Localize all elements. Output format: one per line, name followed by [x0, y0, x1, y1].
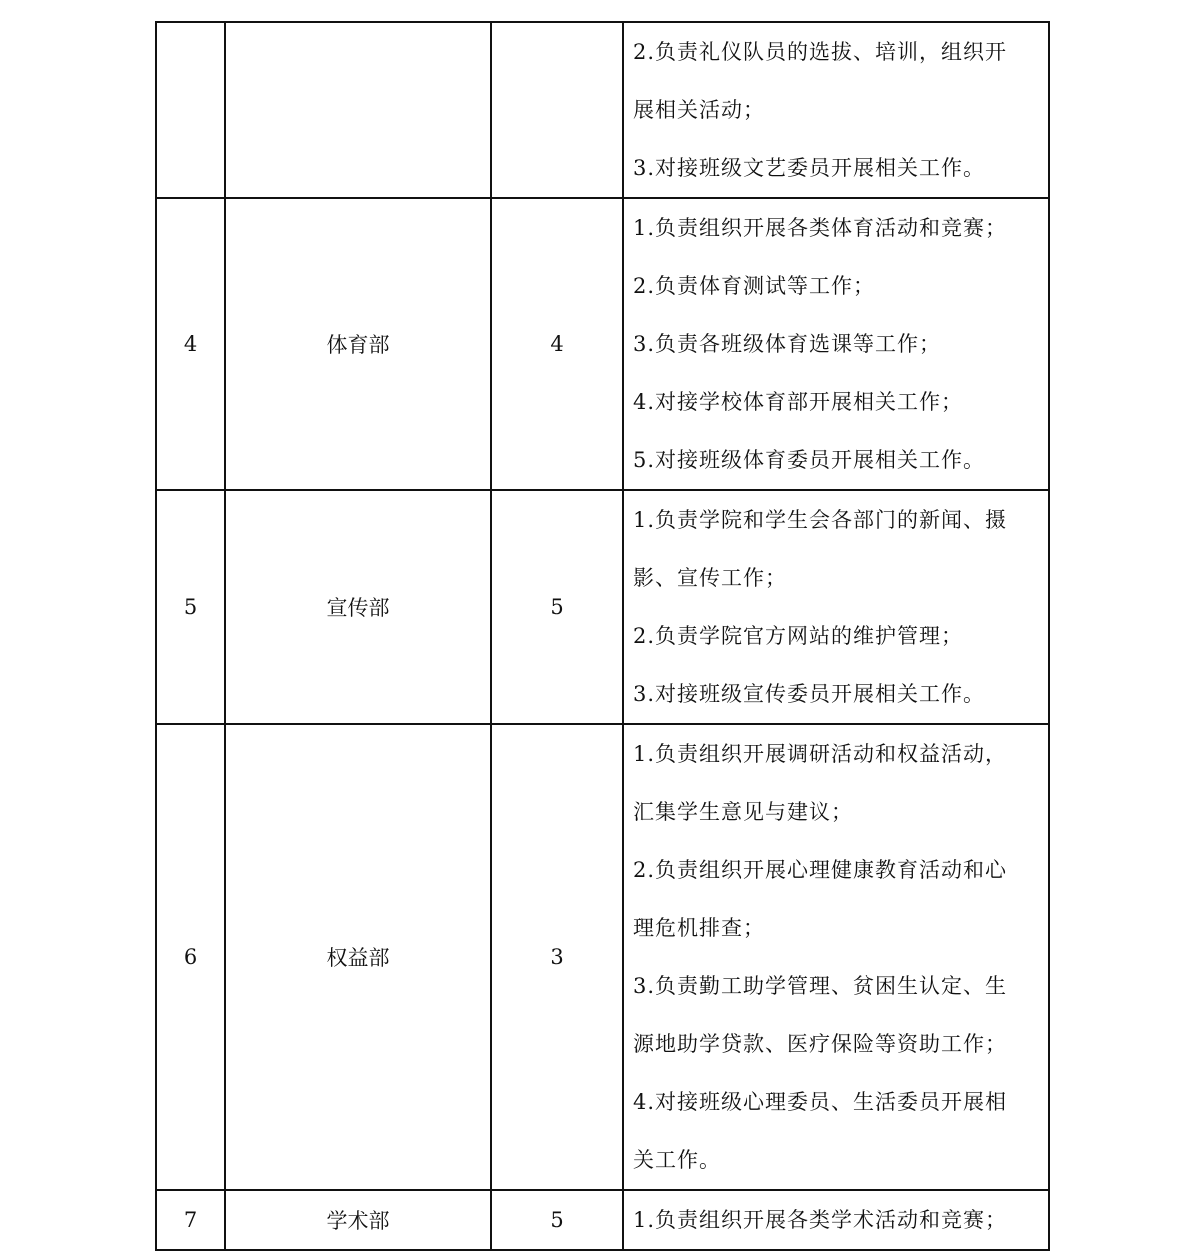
duty-line: 源地助学贷款、医疗保险等资助工作；: [633, 1032, 1007, 1056]
duty-line: 4.对接学校体育部开展相关工作；: [633, 390, 964, 414]
duties-cell: [623, 22, 1049, 198]
duty-line: 理危机排查；: [633, 916, 765, 940]
table-row: [156, 198, 1049, 490]
table-row: [156, 22, 1049, 198]
duty-line: 2.负责组织开展心理健康教育活动和心: [633, 858, 1008, 882]
duties-cell: [623, 1190, 1049, 1250]
duty-line: 2.负责礼仪队员的选拔、培训，组织开: [633, 40, 1008, 64]
duty-line: 汇集学生意见与建议；: [633, 800, 853, 824]
member-count-cell: [491, 22, 623, 198]
row-number-cell: 7: [156, 1190, 225, 1250]
table-row: [156, 490, 1049, 724]
department-name-cell: 权益部: [225, 724, 491, 1190]
row-number-cell: 6: [156, 724, 225, 1190]
table-row: [156, 724, 1049, 1190]
row-number-cell: [156, 22, 225, 198]
duty-line: 5.对接班级体育委员开展相关工作。: [633, 448, 986, 472]
duty-line: 3.负责勤工助学管理、贫困生认定、生: [633, 974, 1008, 998]
member-count-cell: 3: [491, 724, 623, 1190]
member-count-cell: 5: [491, 490, 623, 724]
duty-line: 1.负责组织开展调研活动和权益活动，: [633, 742, 1008, 766]
duty-line: 1.负责组织开展各类体育活动和竞赛；: [633, 216, 1008, 240]
duty-line: 4.对接班级心理委员、生活委员开展相: [633, 1090, 1008, 1114]
row-number-cell: 5: [156, 490, 225, 724]
table-row: [156, 1190, 1049, 1250]
duty-line: 展相关活动；: [633, 98, 765, 122]
department-duties-table: [155, 21, 1050, 1251]
department-name-cell: 体育部: [225, 198, 491, 490]
duty-line: 3.对接班级文艺委员开展相关工作。: [633, 156, 986, 180]
duties-cell: [623, 490, 1049, 724]
duty-line: 3.负责各班级体育选课等工作；: [633, 332, 942, 356]
duty-line: 3.对接班级宣传委员开展相关工作。: [633, 682, 986, 706]
duty-line: 关工作。: [633, 1148, 721, 1172]
duty-line: 1.负责学院和学生会各部门的新闻、摄: [633, 508, 1008, 532]
duty-line: 2.负责体育测试等工作；: [633, 274, 876, 298]
department-name-cell: 学术部: [225, 1190, 491, 1250]
duties-cell: [623, 198, 1049, 490]
member-count-cell: 5: [491, 1190, 623, 1250]
duties-cell: [623, 724, 1049, 1190]
duty-line: 影、宣传工作；: [633, 566, 787, 590]
duty-line: 1.负责组织开展各类学术活动和竞赛；: [633, 1208, 1008, 1232]
department-name-cell: [225, 22, 491, 198]
duty-line: 2.负责学院官方网站的维护管理；: [633, 624, 964, 648]
row-number-cell: 4: [156, 198, 225, 490]
member-count-cell: 4: [491, 198, 623, 490]
department-name-cell: 宣传部: [225, 490, 491, 724]
